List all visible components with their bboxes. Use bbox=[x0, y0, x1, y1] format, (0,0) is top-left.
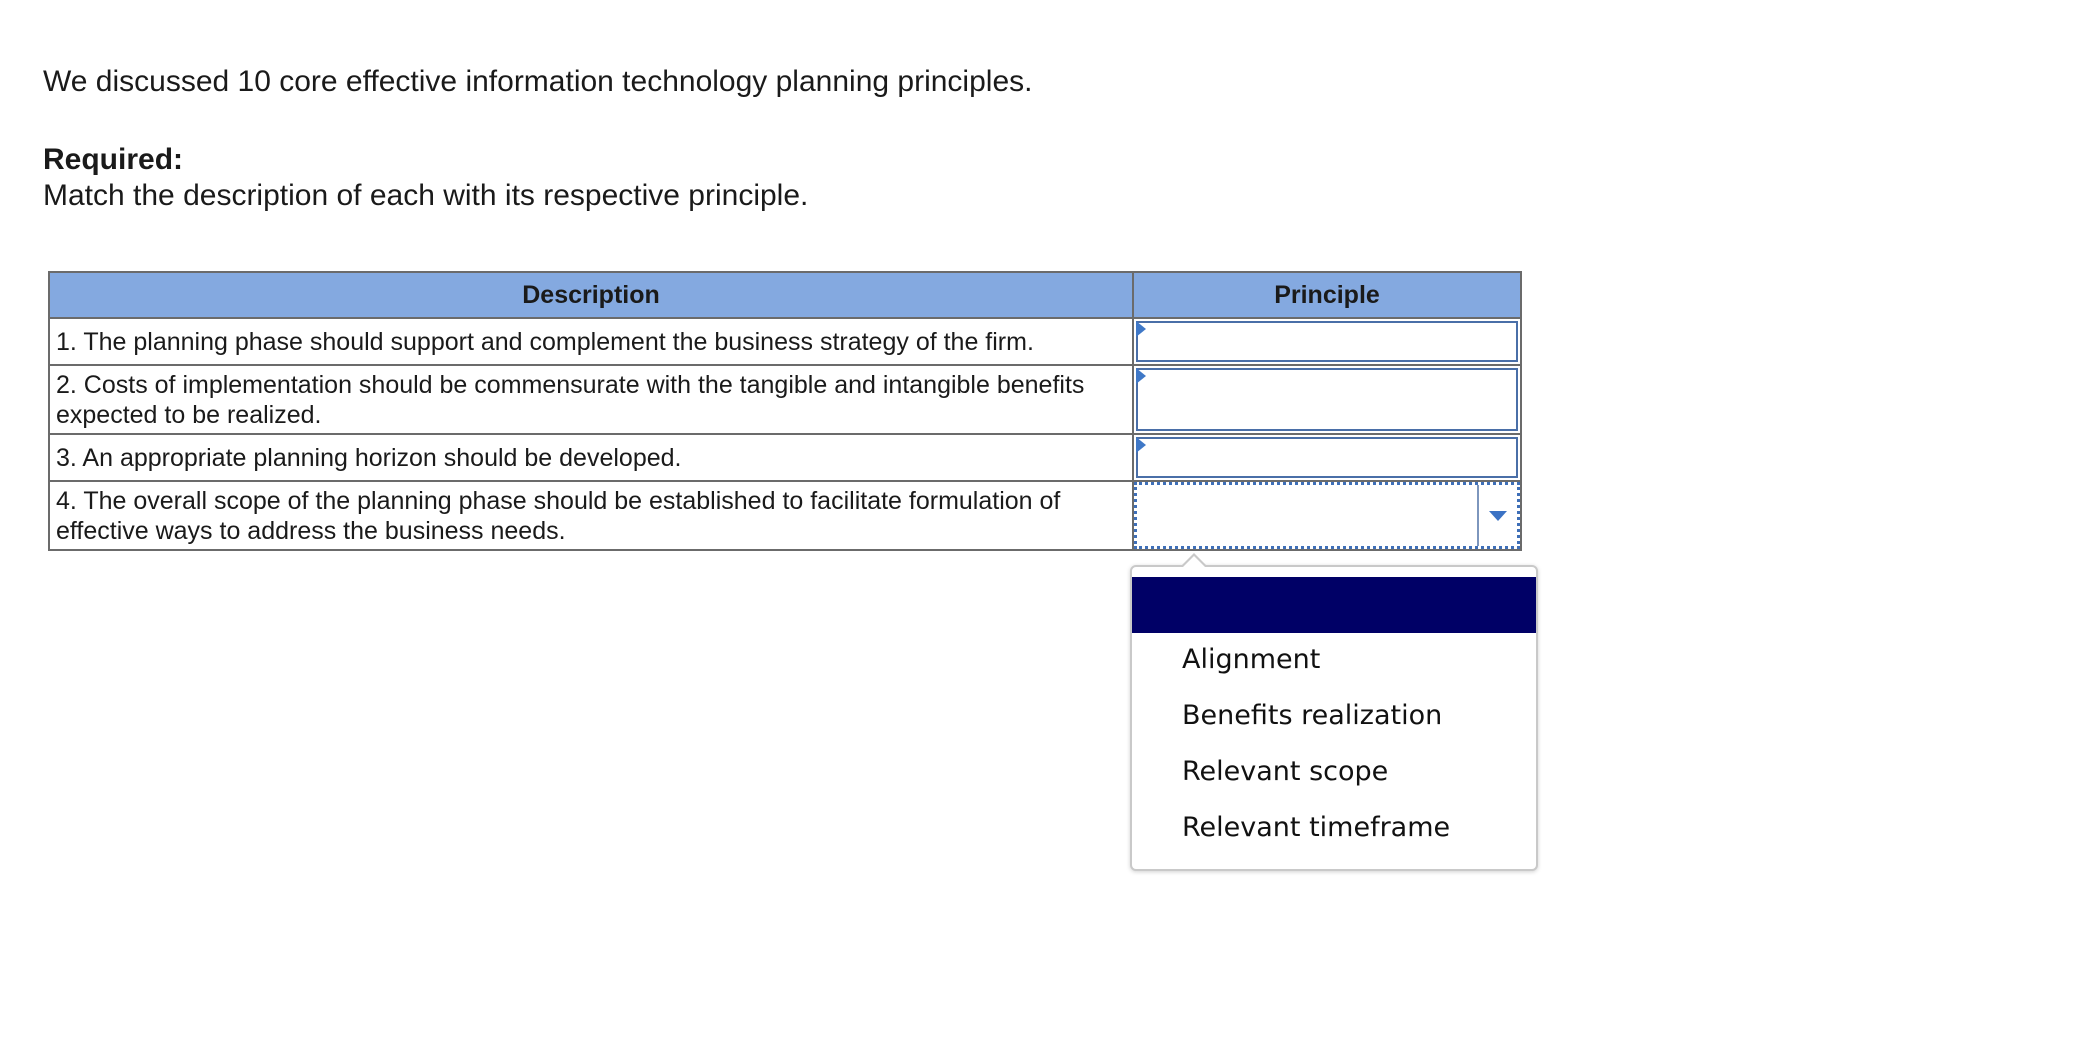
table-row bbox=[49, 481, 1521, 550]
table-row bbox=[49, 318, 1521, 365]
row-4-description: 4. The overall scope of the planning phase should be established to facilitate formulation of effective ways to address the business needs. bbox=[49, 481, 1133, 550]
dropdown-toggle-button[interactable] bbox=[1477, 485, 1517, 546]
intro-text: We discussed 10 core effective information technology planning principles. bbox=[43, 65, 1033, 98]
dropdown-option-relevant-scope[interactable]: Relevant scope bbox=[1182, 756, 1389, 787]
row-2-principle-cell bbox=[1133, 365, 1521, 434]
row-3-description: 3. An appropriate planning horizon should be developed. bbox=[49, 434, 1133, 481]
row-4-principle-cell bbox=[1133, 481, 1521, 550]
flag-icon bbox=[1136, 321, 1146, 337]
row-4-principle-select[interactable] bbox=[1134, 482, 1520, 549]
instruction-text: Match the description of each with its respective principle. bbox=[43, 179, 809, 212]
principle-column-header: Principle bbox=[1133, 272, 1521, 318]
principle-dropdown-menu bbox=[1130, 565, 1538, 871]
dropdown-option-alignment[interactable]: Alignment bbox=[1182, 644, 1321, 675]
chevron-down-icon bbox=[1489, 511, 1507, 521]
description-column-header: Description bbox=[49, 272, 1133, 318]
flag-icon bbox=[1136, 368, 1146, 384]
required-label: Required: bbox=[43, 143, 184, 176]
row-2-description: 2. Costs of implementation should be commensurate with the tangible and intangible benefits expected to be realized. bbox=[49, 365, 1133, 434]
row-1-principle-select[interactable] bbox=[1136, 321, 1518, 362]
row-1-principle-cell bbox=[1133, 318, 1521, 365]
matching-table bbox=[48, 271, 1522, 551]
table-row bbox=[49, 365, 1521, 434]
table-row bbox=[49, 434, 1521, 481]
row-3-principle-cell bbox=[1133, 434, 1521, 481]
row-3-principle-select[interactable] bbox=[1136, 437, 1518, 478]
dropdown-pointer bbox=[1180, 553, 1208, 567]
flag-icon bbox=[1136, 437, 1146, 453]
row-2-principle-select[interactable] bbox=[1136, 368, 1518, 431]
dropdown-option-blank-selected[interactable] bbox=[1132, 577, 1536, 633]
dropdown-option-relevant-timeframe[interactable]: Relevant timeframe bbox=[1182, 812, 1451, 843]
row-1-description: 1. The planning phase should support and complement the business strategy of the firm. bbox=[49, 318, 1133, 365]
dropdown-option-benefits-realization[interactable]: Benefits realization bbox=[1182, 700, 1443, 731]
